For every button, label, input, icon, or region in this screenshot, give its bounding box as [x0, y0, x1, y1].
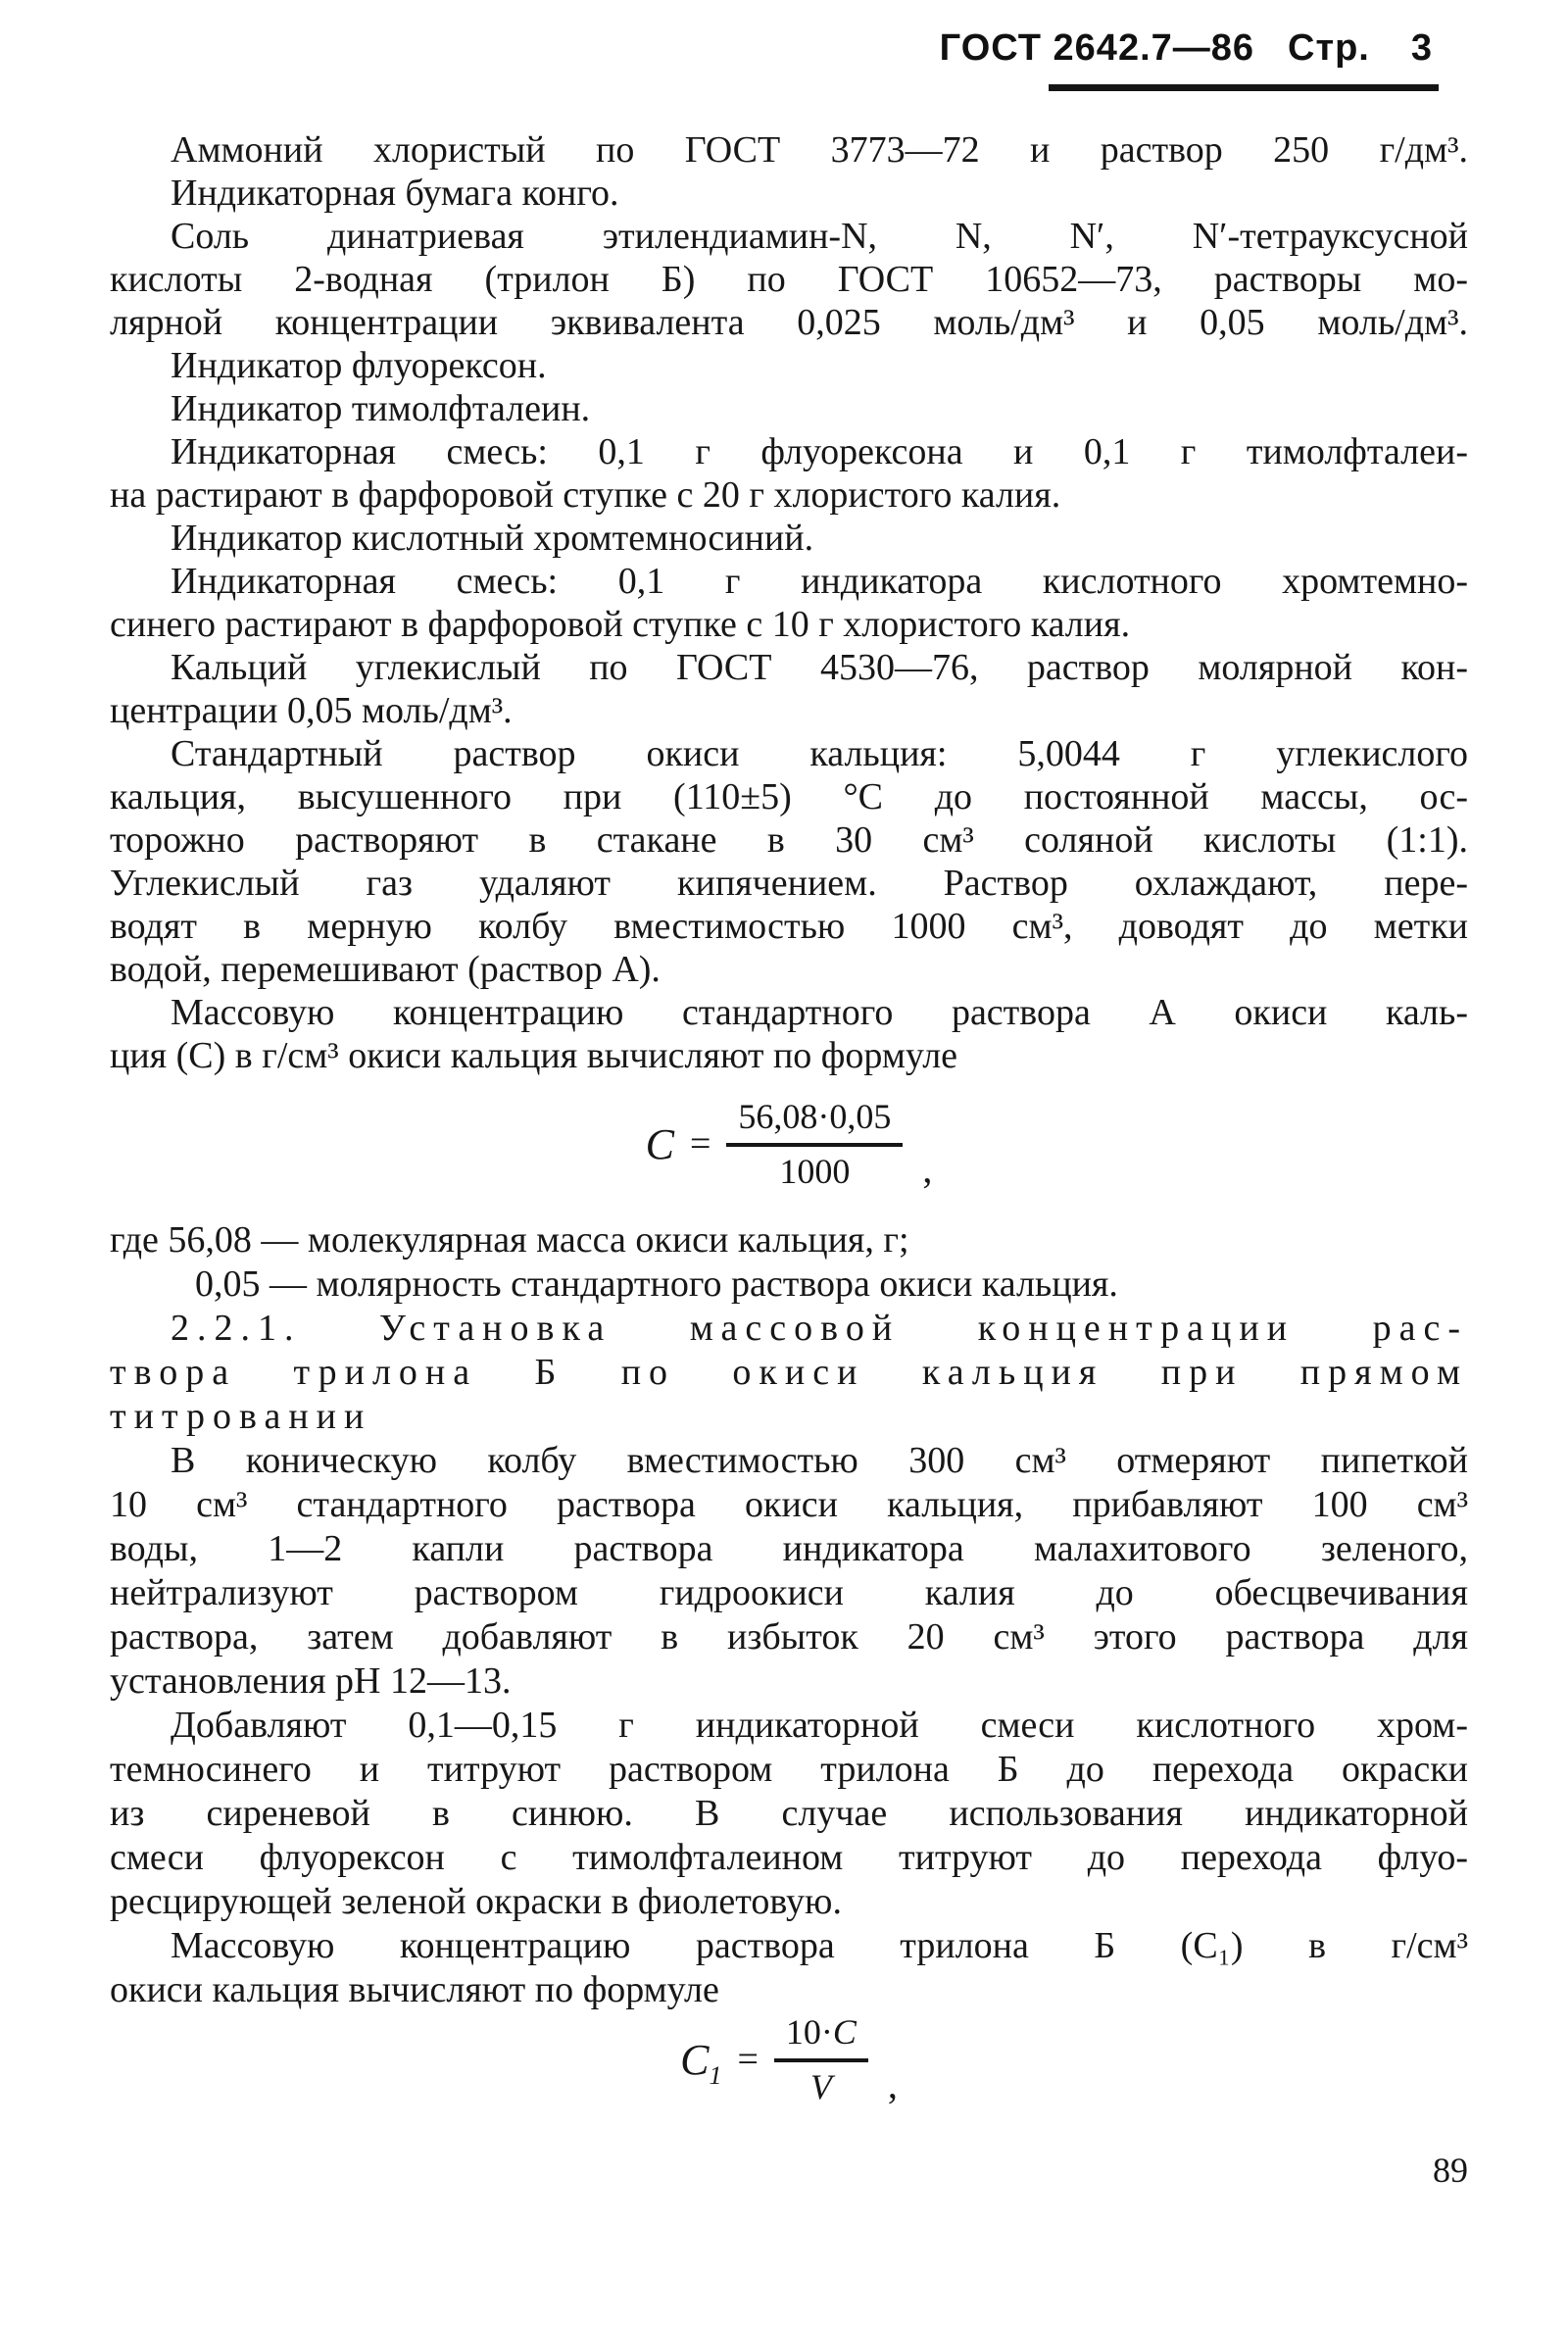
text-line: на растирают в фарфоровой ступке с 20 г хлористого калия. — [110, 474, 1061, 516]
text-line: Индикаторная бумага конго. — [171, 173, 619, 214]
text-line: Индикатор кислотный хромтемносиний. — [171, 518, 814, 559]
text-line: 10 см³ стандартного раствора окиси кальция, прибавляют 100 см³ — [110, 1484, 1468, 1525]
text-line: воды, 1—2 капли раствора индикатора малахитового зеленого, — [110, 1528, 1468, 1569]
denominator-text: 1000 — [779, 1152, 851, 1191]
text-line: окиси кальция вычисляют по формуле — [110, 1969, 719, 2010]
formula-lhs-var: C — [645, 1119, 674, 1168]
formula-row — [680, 2011, 898, 2107]
text-line: В коническую колбу вместимостью 300 см³ отмеряют пипеткой — [171, 1440, 1468, 1481]
text-line: водой, перемешивают (раствор А). — [110, 949, 661, 990]
numerator — [774, 2011, 868, 2062]
paragraph-block-2 — [110, 1218, 1468, 2012]
denominator — [774, 2062, 868, 2107]
formula-lhs-sub: 1 — [709, 2060, 722, 2090]
header-page-number: 3 — [1410, 27, 1433, 69]
equals-sign: = — [689, 1123, 711, 1164]
formula-lhs — [646, 1119, 674, 1169]
paragraph-block-1 — [110, 128, 1468, 1077]
text-line: Индикатор флуорексон. — [171, 345, 547, 386]
formula-lhs-var: C — [680, 2035, 710, 2084]
text-line: Индикатор тимолфталеин. — [171, 388, 591, 429]
text-line: Углекислый газ удаляют кипячением. Раствор охлаждают, пере- — [110, 863, 1468, 904]
text-line: раствора, затем добавляют в избыток 20 см³ этого раствора для — [110, 1616, 1468, 1658]
text-line: Соль динатриевая этилендиамин-N, N, N′, N′-тетрауксусной — [171, 216, 1468, 257]
text-line: где 56,08 — молекулярная масса окиси кальция, г; — [110, 1219, 909, 1261]
text-line: Массовую концентрацию раствора трилона Б (С₁) в г/см³ — [171, 1925, 1468, 1966]
fraction — [774, 2011, 868, 2107]
text-line: нейтрализуют раствором гидроокиси калия до обесцвечивания — [110, 1572, 1468, 1613]
text-line: лярной концентрации эквивалента 0,025 моль/дм³ и 0,05 моль/дм³. — [110, 302, 1468, 343]
text-line: Индикаторная смесь: 0,1 г индикатора кислотного хромтемно- — [171, 561, 1468, 602]
text-line: центрации 0,05 моль/дм³. — [110, 690, 513, 731]
text-line: Добавляют 0,1—0,15 г индикаторной смеси кислотного хром- — [171, 1705, 1468, 1746]
formula-comma: , — [887, 2062, 898, 2106]
text-line: водят в мерную колбу вместимостью 1000 см³, доводят до метки — [110, 906, 1468, 947]
formula-row — [646, 1096, 933, 1192]
formula-lhs — [680, 2035, 722, 2090]
text-line: ресцирующей зеленой окраски в фиолетовую. — [110, 1881, 842, 1922]
text-line: кальция, высушенного при (110±5) °С до постоянной массы, ос- — [110, 776, 1468, 817]
numerator-text: 56,08·0,05 — [738, 1097, 892, 1136]
header-rule — [1049, 84, 1439, 91]
text-line: твора трилона Б по окиси кальция при прямом — [110, 1352, 1468, 1393]
formula-2 — [110, 2011, 1468, 2107]
header-page-label: Стр. — [1288, 27, 1370, 69]
text-line: кислоты 2-водная (трилон Б) по ГОСТ 10652—73, растворы мо- — [110, 259, 1468, 300]
formula-comma: , — [922, 1147, 933, 1191]
denominator — [726, 1147, 903, 1192]
text-line: ция (С) в г/см³ окиси кальция вычисляют по формуле — [110, 1035, 958, 1076]
denominator-var: V — [809, 2067, 832, 2106]
fraction — [726, 1096, 903, 1192]
text-line: 0,05 — молярность стандартного раствора окиси кальция. — [195, 1263, 1118, 1305]
text-line: Аммоний хлористый по ГОСТ 3773—72 и раствор 250 г/дм³. — [171, 129, 1468, 171]
formula-1 — [110, 1096, 1468, 1192]
text-line: Индикаторная смесь: 0,1 г флуорексона и 0,1 г тимолфталеи- — [171, 431, 1468, 472]
text-line: торожно растворяют в стакане в 30 см³ соляной кислоты (1:1). — [110, 819, 1468, 861]
page-number: 89 — [1433, 2151, 1468, 2190]
header-standard: ГОСТ 2642.7—86 — [939, 27, 1255, 69]
page-header — [0, 27, 1433, 70]
equals-sign: = — [737, 2039, 759, 2080]
numerator-text: 10· — [785, 2012, 833, 2052]
text-line: темносинего и титруют раствором трилона Б до перехода окраски — [110, 1749, 1468, 1790]
text-line: синего растирают в фарфоровой ступке с 10 г хлористого калия. — [110, 604, 1131, 645]
text-line: Массовую концентрацию стандартного раствора А окиси каль- — [171, 992, 1468, 1033]
text-line: Стандартный раствор окиси кальция: 5,0044 г углекислого — [171, 733, 1468, 774]
text-line: смеси флуорексон с тимолфталеином титруют до перехода флуо- — [110, 1837, 1468, 1878]
text-line: титровании — [110, 1396, 372, 1437]
numerator — [726, 1096, 903, 1147]
numerator-var: C — [832, 2012, 857, 2052]
text-line: установления рН 12—13. — [110, 1660, 512, 1702]
text-line: Кальций углекислый по ГОСТ 4530—76, раствор молярной кон- — [171, 647, 1468, 688]
text-line: 2.2.1. Установка массовой концентрации рас- — [171, 1308, 1468, 1349]
text-line: из сиреневой в синюю. В случае использования индикаторной — [110, 1793, 1468, 1834]
